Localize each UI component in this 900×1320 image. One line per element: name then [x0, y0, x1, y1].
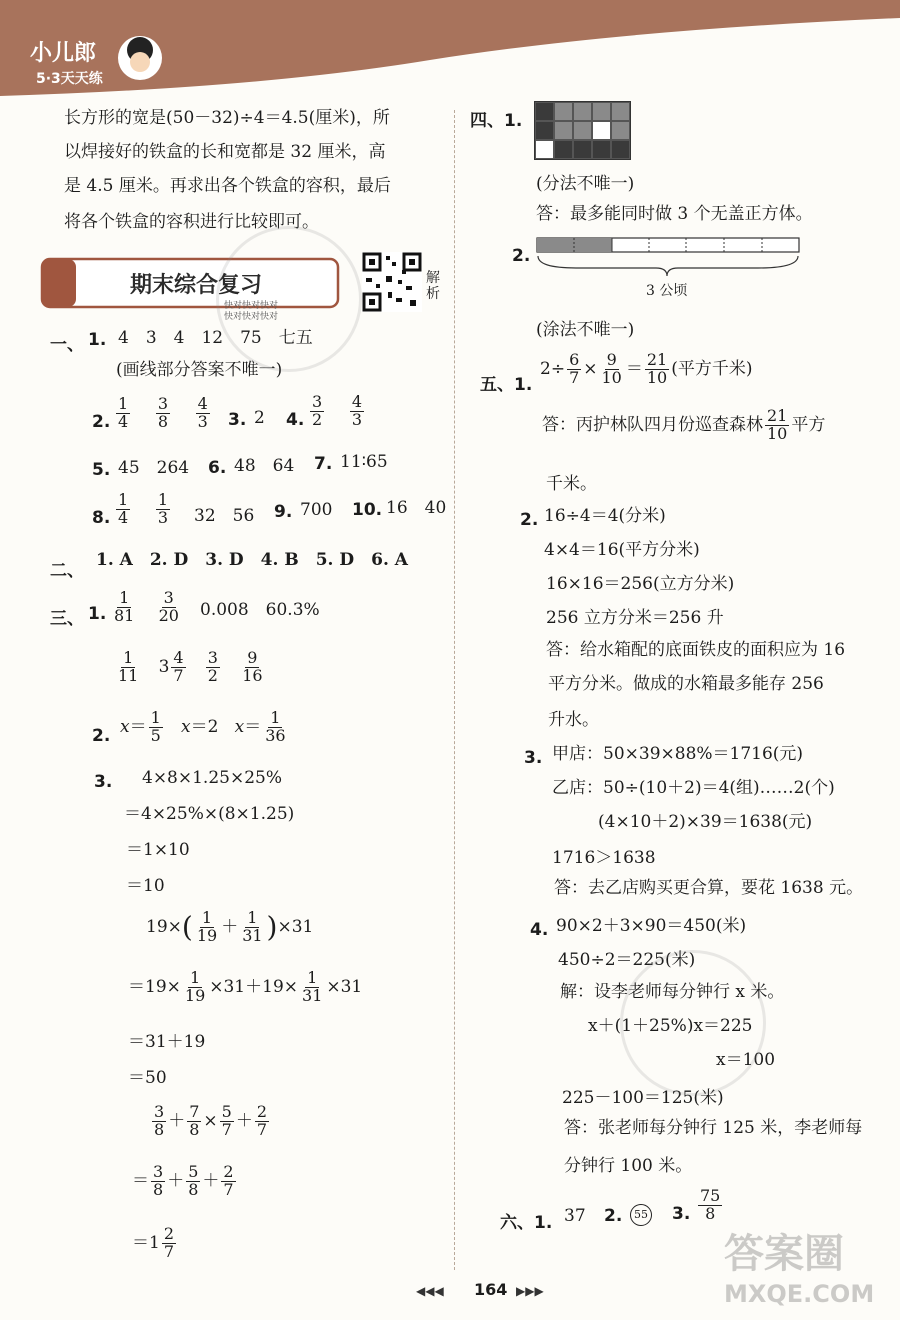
- fractions: $\frac{1}{81}$ $\frac{3}{20}$: [114, 588, 179, 625]
- prev-arrows: ◀◀◀: [416, 1284, 444, 1298]
- answer-line: 答：丙护林队四月份巡查森林 $\frac{21}{10}$ 平方: [542, 406, 826, 443]
- stamp-watermark: [216, 226, 362, 372]
- calc-line: 平方分米。做成的水箱最多能存 256: [548, 674, 824, 694]
- answer-text: 16 40: [386, 498, 447, 518]
- answer-text: 32 56: [194, 506, 255, 526]
- calc-line: x＝100: [716, 1050, 776, 1070]
- answer-text: 0.008 60.3%: [200, 600, 320, 620]
- q-num: 2.: [604, 1206, 623, 1226]
- answer-note: (分法不唯一): [536, 174, 635, 194]
- intro-line: 以焊接好的铁盒的长和宽都是 32 厘米，高: [64, 142, 386, 162]
- calc-line: $\frac{3}{8}$ ＋ $\frac{7}{8}$ × $\frac{5}{7}$ ＋ $\frac{2}{7}$: [154, 1102, 267, 1139]
- calc-line: 答：给水箱配的底面铁皮的面积应为 16: [546, 640, 846, 660]
- next-arrows: ▶▶▶: [516, 1284, 544, 1298]
- section-sub: 快对快对快对: [224, 312, 279, 322]
- calc-line: 16÷4＝4(分米): [544, 506, 666, 526]
- calc-line: ＝ $\frac{3}{8}$ ＋ $\frac{5}{8}$ ＋ $\frac{2}{7}$: [132, 1162, 234, 1199]
- q-num: 2.: [92, 412, 111, 432]
- calc-line: ＝1×10: [126, 840, 190, 860]
- calc-line: x＋(1＋25%)x＝225: [588, 1016, 753, 1036]
- answer-note: (画线部分答案不唯一): [116, 360, 283, 380]
- answer-text: 1. A 2. D 3. D 4. B 5. D 6. A: [96, 550, 408, 570]
- calc-line: ＝50: [128, 1068, 167, 1088]
- answer-line: 千米。: [546, 474, 597, 494]
- cube-net-figure: [534, 101, 631, 160]
- answer-text: 答：最多能同时做 3 个无盖正方体。: [536, 204, 813, 224]
- q-num: 3.: [228, 410, 247, 430]
- calc-line: 2÷ $\frac{6}{7}$ × $\frac{9}{10}$ ＝ $\frac{21}{10}$ (平方千米): [540, 350, 753, 387]
- watermark-url: MXQE.COM: [724, 1280, 875, 1308]
- answer-text: 700: [300, 500, 333, 520]
- calc-line: 升水。: [548, 710, 599, 730]
- q-num: 3.: [672, 1204, 691, 1224]
- calc-line: ＝1 $\frac{2}{7}$: [132, 1224, 175, 1261]
- part-label: 六、1.: [500, 1213, 553, 1233]
- q-num: 4.: [530, 920, 549, 940]
- fractions: $\frac{1}{4}$ $\frac{3}{8}$ $\frac{4}{3}$: [118, 394, 208, 431]
- q-num: 8.: [92, 508, 111, 528]
- intro-line: 是 4.5 厘米。再求出各个铁盒的容积，最后: [64, 176, 391, 196]
- logo-sub: 5·3天天练: [36, 71, 103, 87]
- calc-line: 解：设李老师每分钟行 x 米。: [560, 982, 785, 1002]
- calc-line: 225－100＝125(米): [562, 1088, 724, 1108]
- calc-line: 分钟行 100 米。: [564, 1156, 693, 1176]
- intro-line: 将各个铁盒的容积进行比较即可。: [64, 212, 319, 232]
- calc-line: ＝31＋19: [128, 1032, 206, 1052]
- qr-code-icon[interactable]: [362, 252, 422, 312]
- answer-text: 48 64: [234, 456, 295, 476]
- fractions: $\frac{1}{4}$ $\frac{1}{3}$: [118, 490, 168, 527]
- watermark-logo: 答案圈: [724, 1231, 844, 1277]
- part-label: 五、1.: [480, 375, 533, 395]
- stamp-watermark: [620, 950, 766, 1096]
- circled-number: 55: [630, 1204, 652, 1226]
- part-label: 四、1.: [470, 111, 523, 131]
- header-band: [0, 0, 900, 100]
- bar-label: 3 公顷: [646, 283, 688, 299]
- calc-line: 4×8×1.25×25%: [142, 768, 283, 788]
- calc-line: 450÷2＝225(米): [558, 950, 696, 970]
- q-num: 1.: [88, 604, 107, 624]
- calc-line: ＝4×25%×(8×1.25): [124, 804, 295, 824]
- answer-text: 45 264: [118, 458, 190, 478]
- calc-line: 甲店：50×39×88%＝1716(元): [552, 744, 804, 764]
- calc-line: 1716＞1638: [552, 848, 656, 868]
- page-number: 164: [474, 1280, 508, 1299]
- answer-text: 4 3 4 12 75 七五: [118, 328, 313, 348]
- calc-line: 乙店：50÷(10＋2)＝4(组)……2(个): [552, 778, 835, 798]
- fraction: $\frac{75}{8}$: [700, 1186, 721, 1223]
- calc-line: ＝19× $\frac{1}{19}$ ×31＋19× $\frac{1}{31}$ ×31: [128, 968, 363, 1005]
- fractions: $\frac{3}{2}$ $\frac{4}{3}$: [312, 392, 362, 429]
- equation: x＝ $\frac{1}{5}$ x＝2 x＝ $\frac{1}{36}$: [120, 708, 286, 745]
- calc-line: 16×16＝256(立方分米): [546, 574, 735, 594]
- calc-line: 4×4＝16(平方分米): [544, 540, 700, 560]
- q-num: 2.: [512, 246, 531, 266]
- calc-line: (4×10＋2)×39＝1638(元): [598, 812, 813, 832]
- q-num: 2.: [92, 726, 111, 746]
- q-num: 10.: [352, 500, 383, 520]
- q-num: 7.: [314, 454, 333, 474]
- fractions: $\frac{1}{11}$ 3 $\frac{4}{7}$ $\frac{3}{2}$ $\frac{9}{16}$: [118, 648, 263, 685]
- part-label: 三、: [50, 609, 84, 629]
- calc-line: 256 立方分米＝256 升: [546, 608, 724, 628]
- part-label: 一、: [50, 335, 84, 355]
- q-num: 1.: [88, 330, 107, 350]
- calc-line: 90×2＋3×90＝450(米): [556, 916, 747, 936]
- calc-line: 答：去乙店购买更合算，要花 1638 元。: [554, 878, 864, 898]
- q-num: 6.: [208, 458, 227, 478]
- intro-line: 长方形的宽是(50－32)÷4＝4.5(厘米)，所: [64, 108, 390, 128]
- section-sub: 快对快对快对: [224, 301, 279, 311]
- calc-line: 答：张老师每分钟行 125 米，李老师每: [564, 1118, 863, 1138]
- answer-text: 2: [254, 408, 265, 428]
- q-num: 5.: [92, 460, 111, 480]
- answer-text: 37: [564, 1206, 586, 1226]
- q-num: 2.: [520, 510, 539, 530]
- qr-label: 解析: [426, 270, 440, 303]
- part-label: 二、: [50, 561, 84, 581]
- section-title: 期末综合复习: [130, 273, 263, 298]
- area-bar-figure: [536, 236, 802, 280]
- q-num: 3.: [94, 772, 113, 792]
- answer-note: (涂法不唯一): [536, 320, 635, 340]
- column-divider: [454, 110, 455, 1270]
- calc-line: 19×( $\frac{1}{19}$ ＋ $\frac{1}{31}$ )×31: [146, 908, 314, 945]
- answer-text: 11∶65: [340, 452, 388, 472]
- q-num: 3.: [524, 748, 543, 768]
- logo-main: 小儿郎: [30, 41, 97, 66]
- q-num: 9.: [274, 502, 293, 522]
- q-num: 4.: [286, 410, 305, 430]
- calc-line: ＝10: [126, 876, 165, 896]
